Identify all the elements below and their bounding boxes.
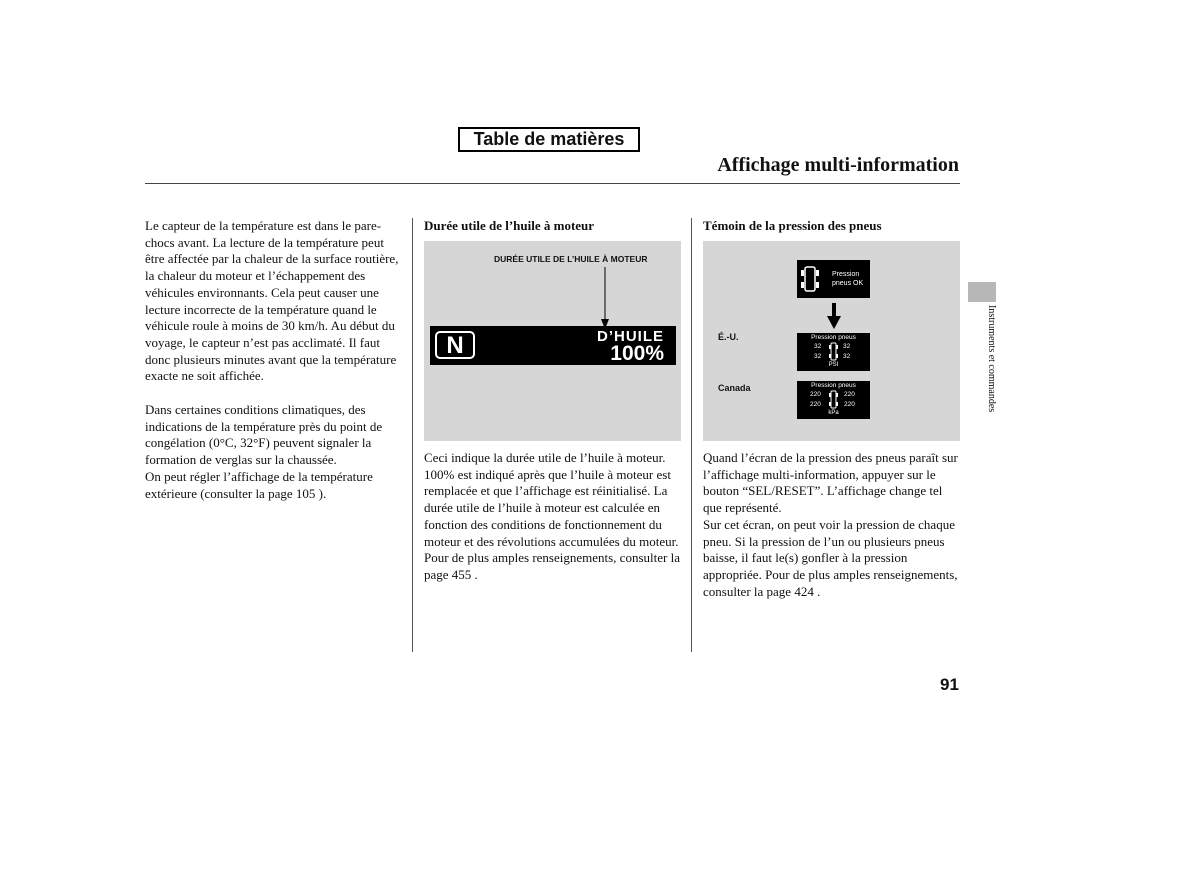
car-tires-icon bbox=[829, 342, 838, 361]
oil-life-label: D’HUILE bbox=[597, 328, 664, 345]
oil-life-value: 100% bbox=[610, 342, 664, 365]
page-number: 91 bbox=[940, 675, 959, 694]
canada-unit: kPa bbox=[828, 410, 839, 416]
paragraph-ice-warning: Dans certaines conditions climatiques, des indications de la température près du point de congélation (0°C, 32°F) peuvent signaler la formation de verglas sur la chaussée. bbox=[145, 402, 383, 468]
oil-life-callout: DURÉE UTILE DE L’HUILE À MOTEUR bbox=[494, 254, 648, 264]
us-rear-left: 32 bbox=[814, 353, 822, 360]
us-label: É.-U. bbox=[718, 332, 739, 342]
us-unit: PSI bbox=[828, 362, 839, 368]
column-divider bbox=[412, 218, 413, 652]
paragraph-sel-reset: Quand l’écran de la pression des pneus paraît sur l’affichage multi-information, appuyer sur le bouton “SEL/RESET”. L’affichage change tel que représenté. bbox=[703, 450, 958, 516]
down-arrow-icon bbox=[827, 303, 841, 329]
canada-rear-right: 220 bbox=[844, 401, 855, 408]
callout-arrow-icon bbox=[600, 267, 610, 329]
tire-pressure-figure bbox=[703, 241, 960, 441]
column-divider bbox=[691, 218, 692, 652]
header-rule bbox=[145, 183, 960, 184]
oil-life-text bbox=[424, 450, 684, 584]
canada-front-right: 220 bbox=[844, 391, 855, 398]
canada-front-left: 220 bbox=[810, 391, 821, 398]
paragraph-inflate: Sur cet écran, on peut voir la pression de chaque pneu. Si la pression de l’un ou plusieurs pneus baisse, il faut le(s) gonfler à la pression appropriée. Pour de plus amples renseignements, consulter la page 424 . bbox=[703, 516, 958, 599]
oil-life-display bbox=[430, 326, 676, 365]
us-screen-title: Pression pneus bbox=[811, 334, 856, 341]
canada-rear-left: 220 bbox=[810, 401, 821, 408]
oil-life-heading: Durée utile de l’huile à moteur bbox=[424, 218, 595, 233]
side-tab-label bbox=[985, 305, 999, 445]
tire-ok-screen bbox=[797, 260, 870, 298]
canada-pressure-screen bbox=[797, 381, 870, 419]
tire-pressure-heading: Témoin de la pression des pneus bbox=[703, 218, 882, 233]
tire-pressure-text bbox=[703, 450, 961, 600]
section-tab bbox=[968, 282, 996, 302]
us-pressure-screen bbox=[797, 333, 870, 371]
tire-ok-line-1: Pression bbox=[832, 271, 860, 278]
us-front-left: 32 bbox=[814, 343, 822, 350]
paragraph-oil-life: Ceci indique la durée utile de l’huile à moteur. 100% est indiqué après que l’huile à moteur est remplacée et que l’affichage est réinitialisé. La durée utile de l’huile à moteur est calculée en fonction des conditions de fonctionnement du moteur et des révolutions accumulées du moteur. Pour de plus amples renseignements, consulter la page 455 . bbox=[424, 450, 680, 582]
us-rear-right: 32 bbox=[843, 353, 851, 360]
us-front-right: 32 bbox=[843, 343, 851, 350]
car-tires-icon bbox=[801, 265, 819, 293]
canada-label: Canada bbox=[718, 383, 751, 393]
section-title: Affichage multi-information bbox=[717, 154, 959, 176]
paragraph-adjust-display: On peut régler l’affichage de la température extérieure (consulter la page 105 ). bbox=[145, 468, 373, 501]
tire-ok-line-2: pneus OK bbox=[832, 280, 864, 287]
gear-indicator: N bbox=[435, 331, 475, 359]
canada-screen-title: Pression pneus bbox=[811, 382, 856, 389]
oil-life-figure bbox=[424, 241, 681, 441]
paragraph-temperature-sensor: Le capteur de la température est dans le pare-chocs avant. La lecture de la température peut être affectée par la chaleur de la surface routière, la chaleur du moteur et l’échappement des véhicules environnants. Cela peut causer une lecture incorrecte de la température quand le véhicule roule à moins de 30 km/h. Au début du voyage, le capteur n’est pas acclimaté. Il faut donc plusieurs minutes avant que la température exacte ne soit affichée. bbox=[145, 218, 399, 384]
side-tab-text: Instruments et commandes bbox=[986, 305, 997, 413]
car-tires-icon bbox=[829, 390, 838, 409]
column-1 bbox=[145, 218, 403, 502]
table-of-contents-link[interactable]: Table de matières bbox=[458, 127, 640, 152]
